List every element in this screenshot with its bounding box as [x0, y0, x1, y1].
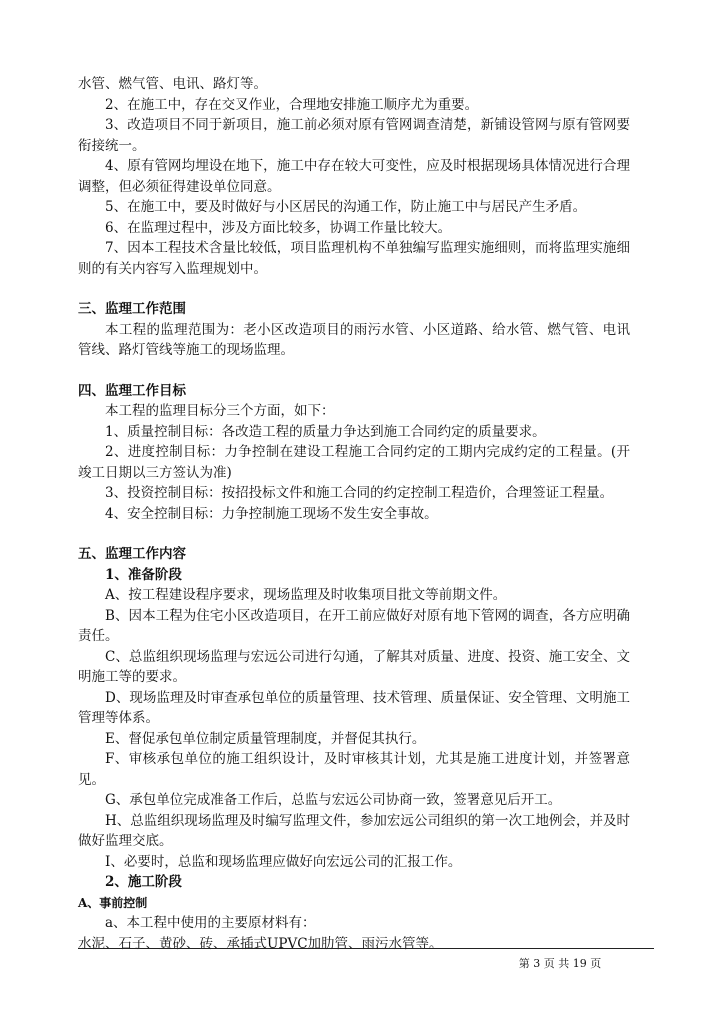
- paragraph: F、审核承包单位的施工组织设计，及时审核其计划，尤其是施工进度计划，并签署意见。: [78, 751, 630, 788]
- paragraph: 5、在施工中，要及时做好与小区居民的沟通工作，防止施工中与居民产生矛盾。: [105, 199, 587, 215]
- paragraph: 本工程的监理范围为：老小区改造项目的雨污水管、小区道路、给水管、燃气管、电讯管线、路灯管线等施工的现场监理。: [78, 321, 630, 358]
- paragraph: 水管、燃气管、电讯、路灯等。: [78, 76, 267, 92]
- paragraph: B、因本工程为住宅小区改造项目，在开工前应做好对原有地下管网的调查，各方应明确责任。: [78, 607, 630, 644]
- document-body: [78, 74, 630, 954]
- section-heading: 五、监理工作内容: [78, 546, 186, 562]
- section-gap: [78, 361, 630, 381]
- paragraph: 3、投资控制目标：按招投标文件和施工合同的约定控制工程造价，合理签证工程量。: [105, 485, 614, 501]
- paragraph: C、总监组织现场监理与宏远公司进行勾通，了解其对质量、进度、投资、施工安全、文明施工等的要求。: [78, 648, 630, 685]
- minor-heading: A、事前控制: [78, 895, 148, 910]
- paragraph: H、总监组织现场监理及时编写监理文件，参加宏远公司组织的第一次工地例会，并及时做好监理交底。: [78, 812, 630, 849]
- paragraph: 本工程的监理目标分三个方面，如下：: [105, 403, 335, 419]
- paragraph: 2、在施工中，存在交叉作业，合理地安排施工顺序尤为重要。: [105, 96, 479, 113]
- section-gap: [78, 524, 630, 544]
- section-heading: 三、监理工作范围: [78, 301, 186, 317]
- paragraph: a、本工程中使用的主要原材料有：: [105, 915, 316, 931]
- paragraph: 1、质量控制目标：各改造工程的质量力争达到施工合同约定的质量要求。: [105, 423, 546, 440]
- paragraph: 3、改造项目不同于新项目，施工前必须对原有管网调查清楚，新铺设管网与原有管网要衔接统一。: [78, 117, 630, 154]
- page-number: 第 3 页 共 19 页: [518, 957, 602, 970]
- paragraph: I、必要时，总监和现场监理应做好向宏远公司的汇报工作。: [105, 853, 462, 870]
- section-gap: [78, 279, 630, 299]
- footer-divider: [78, 948, 654, 949]
- paragraph: G、承包单位完成准备工作后，总监与宏远公司协商一致，签署意见后开工。: [105, 792, 562, 808]
- paragraph: E、督促承包单位制定质量管理制度，并督促其执行。: [105, 730, 426, 747]
- paragraph: 2、进度控制目标：力争控制在建设工程施工合同约定的工期内完成约定的工程量。(开竣工日期以三方签认为准): [78, 444, 630, 481]
- paragraph: 4、安全控制目标：力争控制施工现场不发生安全事故。: [105, 505, 438, 522]
- paragraph: 7、因本工程技术含量比较低，项目监理机构不单独编写监理实施细则，而将监理实施细则的有关内容写入监理规划中。: [78, 240, 630, 277]
- paragraph: 6、在监理过程中，涉及方面比较多，协调工作量比较大。: [105, 219, 452, 236]
- paragraph: 水泥、石子、黄砂、砖、承插式UPVC加肋管、雨污水管等。: [78, 935, 443, 952]
- section-heading: 四、监理工作目标: [78, 382, 186, 399]
- paragraph: A、按工程建设程序要求，现场监理及时收集项目批文等前期文件。: [105, 587, 507, 603]
- subsection-heading: 1、准备阶段: [105, 566, 182, 583]
- subsection-heading: 2、施工阶段: [105, 874, 182, 890]
- paragraph: 4、原有管网均埋设在地下，施工中存在较大可变性，应及时根据现场具体情况进行合理调整，但必须征得建设单位同意。: [78, 158, 630, 195]
- paragraph: D、现场监理及时审查承包单位的质量管理、技术管理、质量保证、安全管理、文明施工管理等体系。: [78, 689, 630, 726]
